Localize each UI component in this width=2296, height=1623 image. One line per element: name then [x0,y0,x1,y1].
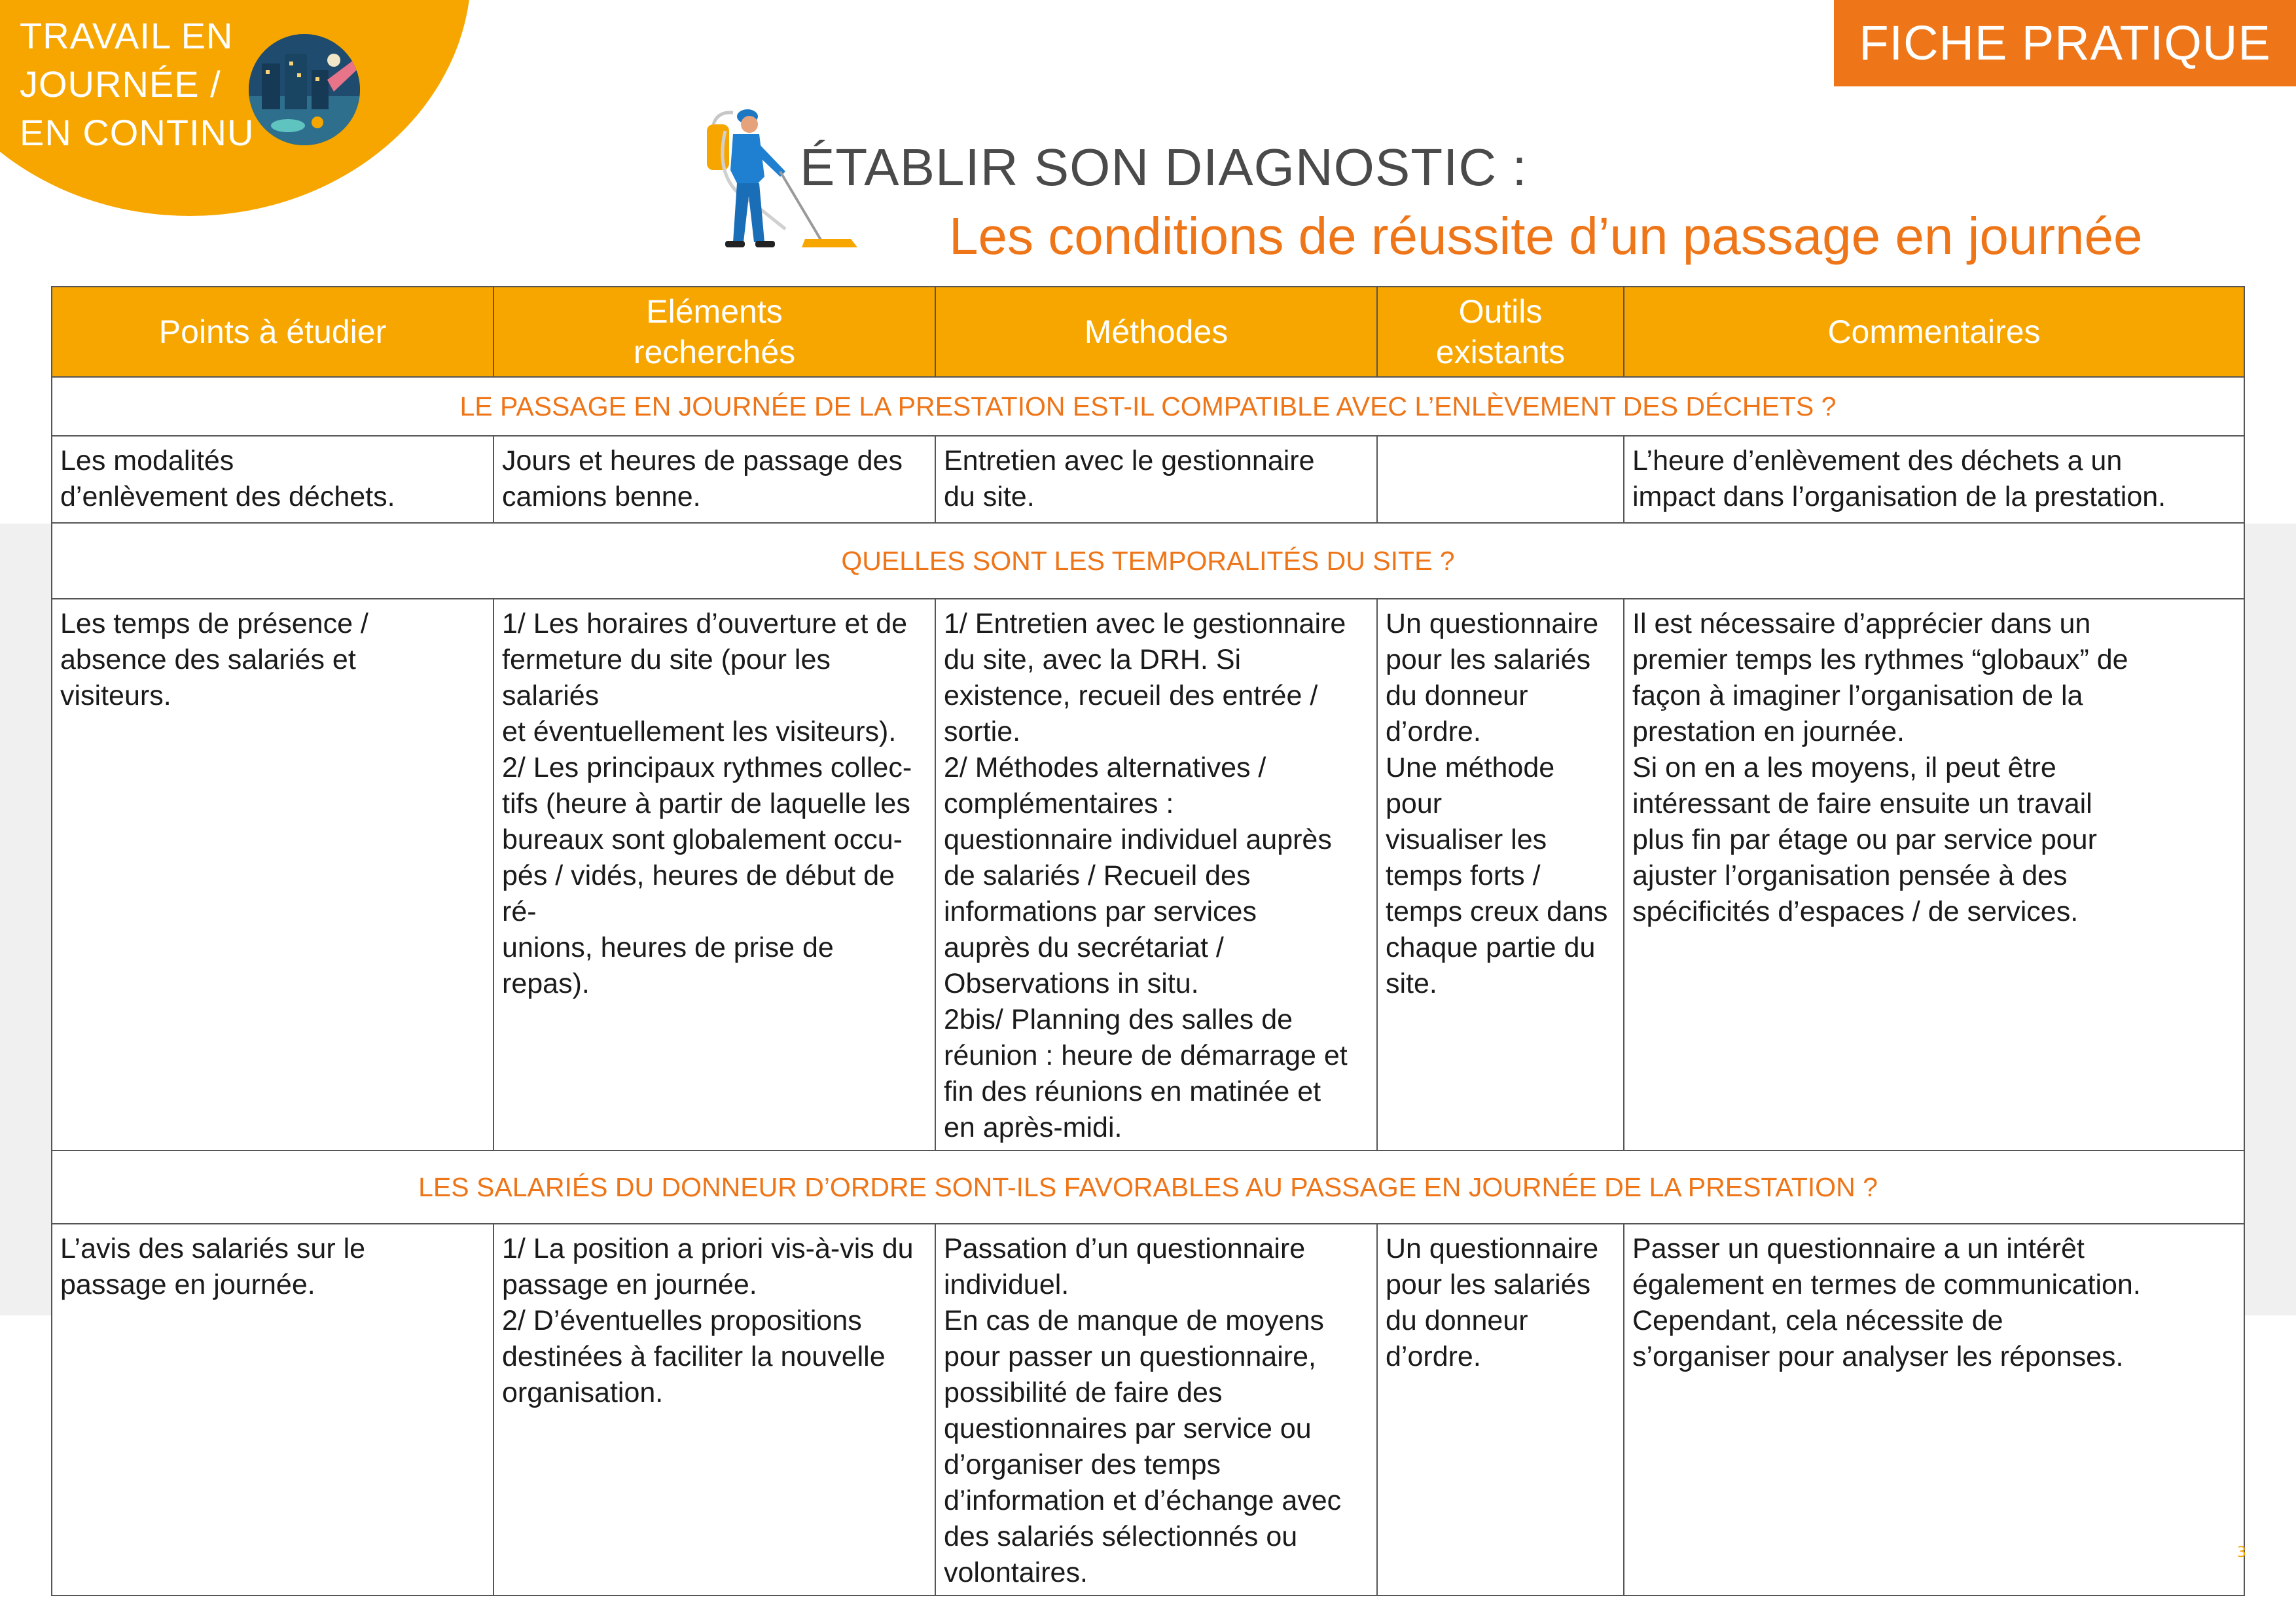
section-title: QUELLES SONT LES TEMPORALITÉS DU SITE ? [52,523,2244,599]
table-cell: Passation d’un questionnaire individuel. En cas de manque de moyens pour passer un questionnaire, possibilité de faire des questionnaires par service ou d’organiser des temps d’information et d’échange avec des salariés sélectionnés ou volontaires. [935,1224,1377,1596]
table-cell: L’heure d’enlèvement des déchets a un impact dans l’organisation de la prestation. [1624,436,2244,523]
table-cell [1377,436,1624,523]
section-title: LE PASSAGE EN JOURNÉE DE LA PRESTATION EST-IL COMPATIBLE AVEC L’ENLÈVEMENT DES DÉCHETS ? [52,377,2244,436]
section-row [52,523,2244,599]
table-cell: 1/ Les horaires d’ouverture et de fermeture du site (pour les salariés et éventuellement les visiteurs). 2/ Les principaux rythmes collec- tifs (heure à partir de laquelle les bureaux sont globalement occu- pés / vidés, heures de début de ré- unions, heures de prise de repas). [493,599,935,1150]
table-cell: Un questionnaire pour les salariés du donneur d’ordre. [1377,1224,1624,1596]
city-night-cleaning-icon [249,34,360,145]
table-cell: L’avis des salariés sur le passage en journée. [52,1224,493,1596]
corner-label: TRAVAIL EN JOURNÉE / EN CONTINU [20,15,255,153]
table-row [52,1224,2244,1596]
table-cell: Entretien avec le gestionnaire du site. [935,436,1377,523]
section-title: LES SALARIÉS DU DONNEUR D’ORDRE SONT-ILS FAVORABLES AU PASSAGE EN JOURNÉE DE LA PRESTATION ? [52,1150,2244,1224]
table-cell: Les modalités d’enlèvement des déchets. [52,436,493,523]
table-cell: Il est nécessaire d’apprécier dans un premier temps les rythmes “globaux” de façon à imaginer l’organisation de la prestation en journée. Si on en a les moyens, il peut être intéressant de faire ensuite un travail plus fin par étage ou par service pour ajuster l’organisation pensée à des spécificités d’espaces / de services. [1624,599,2244,1150]
table-row [52,599,2244,1150]
table-cell: 1/ Entretien avec le gestionnaire du site, avec la DRH. Si existence, recueil des entrée / sortie. 2/ Méthodes alternatives / complémentaires : questionnaire individuel auprès de salariés / Recueil des informations par services auprès du secrétariat / Observations in situ. 2bis/ Planning des salles de réunion : heure de démarrage et fin des réunions en matinée et en après-midi. [935,599,1377,1150]
table-row [52,436,2244,523]
table-cell: Jours et heures de passage des camions benne. [493,436,935,523]
diagnostic-table [51,286,2245,1596]
column-header-methodes: Méthodes [935,287,1377,377]
table-cell: 1/ La position a priori vis-à-vis du passage en journée. 2/ D’éventuelles propositions destinées à faciliter la nouvelle organisation. [493,1224,935,1596]
table-cell: Les temps de présence / absence des salariés et visiteurs. [52,599,493,1150]
section-row [52,1150,2244,1224]
page-title: ÉTABLIR SON DIAGNOSTIC : [800,138,1528,196]
page-subtitle: Les conditions de réussite d’un passage en journée [949,207,2143,265]
column-header-points: Points à étudier [52,287,493,377]
column-header-commentaires: Commentaires [1624,287,2244,377]
table-cell: Passer un questionnaire a un intérêt également en termes de communication. Cependant, cela nécessite de s’organiser pour analyser les réponses. [1624,1224,2244,1596]
page-number: 3 [2237,1544,2246,1561]
table-header-row [52,287,2244,377]
table-cell: Un questionnaire pour les salariés du donneur d’ordre. Une méthode pour visualiser les temps forts / temps creux dans chaque partie du site. [1377,599,1624,1150]
fiche-pratique-label: FICHE PRATIQUE [1834,0,2296,86]
column-header-outils: Outils existants [1377,287,1624,377]
column-header-elements: Eléments recherchés [493,287,935,377]
section-row [52,377,2244,436]
